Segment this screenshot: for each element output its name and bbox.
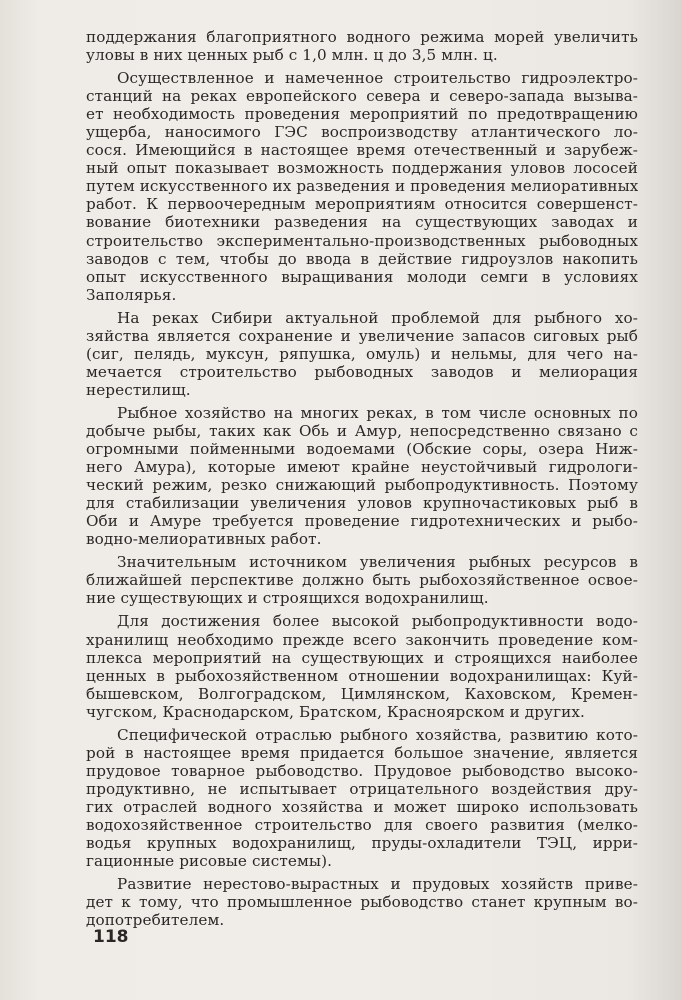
- text-line: Для достижения более высокой рыбопродуктивности водо-: [117, 612, 638, 631]
- text-line: Заполярья.: [86, 285, 177, 304]
- body-text: [86, 28, 638, 929]
- text-line: ный опыт показывает возможность поддержания уловов лососей: [86, 159, 638, 178]
- text-line: нерестилищ.: [86, 380, 191, 399]
- text-line: огромными пойменными водоемами (Обские соры, озера Ниж-: [86, 440, 638, 459]
- text-line: дет к тому, что промышленное рыбоводство станет крупным во-: [86, 893, 638, 912]
- text-line: (сиг, пелядь, муксун, ряпушка, омуль) и нельмы, для чего на-: [86, 344, 638, 363]
- text-line: допотребителем.: [86, 911, 225, 930]
- text-line: плекса мероприятий на существующих и строящихся наиболее: [86, 648, 638, 667]
- text-line: На реках Сибири актуальной проблемой для рыбного хо-: [117, 308, 638, 327]
- text-line: гих отраслей водного хозяйства и может широко использовать: [86, 797, 638, 816]
- text-line: водья крупных водохранилищ, пруды-охладители ТЭЦ, ирри-: [86, 834, 638, 853]
- text-line: ческий режим, резко снижающий рыбопродуктивность. Поэтому: [86, 476, 638, 495]
- text-line: вование биотехники разведения на существующих заводах и: [86, 213, 638, 232]
- text-line: чугском, Краснодарском, Братском, Красноярском и других.: [86, 702, 585, 721]
- paragraph: [86, 553, 638, 607]
- text-line: продуктивно, не испытывает отрицательного воздействия дру-: [86, 779, 638, 798]
- text-line: ближайшей перспективе должно быть рыбохозяйственное освое-: [86, 571, 638, 590]
- text-line: него Амура), которые имеют крайне неустойчивый гидрологи-: [86, 458, 638, 477]
- text-line: Рыбное хозяйство на многих реках, в том числе основных по: [117, 403, 638, 422]
- text-line: водохозяйственное строительство для своего развития (мелко-: [86, 815, 638, 834]
- text-line: хранилищ необходимо прежде всего закончить проведение ком-: [86, 630, 638, 649]
- paragraph: [86, 404, 638, 548]
- text-line: работ. К первоочередным мероприятиям относится совершенст-: [86, 195, 638, 214]
- text-line: мечается строительство рыбоводных заводов и мелиорация: [86, 362, 638, 381]
- page-number: 118: [93, 927, 129, 947]
- text-line: ущерба, наносимого ГЭС воспроизводству атлантического ло-: [86, 123, 638, 142]
- text-line: заводов с тем, чтобы до ввода в действие гидроузлов накопить: [86, 249, 638, 268]
- text-line: добыче рыбы, таких как Обь и Амур, непосредственно связано с: [86, 421, 638, 440]
- text-line: станций на реках европейского севера и северо-запада вызыва-: [86, 87, 638, 106]
- text-line: прудовое товарное рыбоводство. Прудовое рыбоводство высоко-: [86, 761, 638, 780]
- text-line: Осуществленное и намеченное строительство гидроэлектро-: [117, 69, 638, 88]
- text-line: ние существующих и строящихся водохранилищ.: [86, 589, 489, 608]
- text-line: водно-мелиоративных работ.: [86, 530, 322, 549]
- text-line: для стабилизации увеличения уловов крупночастиковых рыб в: [86, 494, 638, 513]
- text-line: ценных в рыбохозяйственном отношении водохранилищах: Куй-: [86, 666, 638, 685]
- text-line: уловы в них ценных рыб с 1,0 млн. ц до 3,5 млн. ц.: [86, 46, 498, 65]
- text-line: гационные рисовые системы).: [86, 852, 333, 871]
- text-line: Значительным источником увеличения рыбных ресурсов в: [117, 553, 638, 572]
- text-line: Развитие нерестово-вырастных и прудовых хозяйств приве-: [117, 875, 638, 894]
- text-line: поддержания благоприятного водного режима морей увеличить: [86, 28, 638, 46]
- paragraph: [86, 309, 638, 399]
- text-line: Специфической отраслью рыбного хозяйства, развитию кото-: [117, 725, 638, 744]
- text-line: рой в настоящее время придается большое значение, является: [86, 743, 638, 762]
- paragraph: [86, 69, 638, 304]
- text-line: зяйства является сохранение и увеличение запасов сиговых рыб: [86, 326, 638, 345]
- text-line: строительство экспериментально-производственных рыбоводных: [86, 231, 638, 250]
- text-line: путем искусственного их разведения и проведения мелиоративных: [86, 177, 638, 196]
- text-line: Оби и Амуре требуется проведение гидротехнических и рыбо-: [86, 512, 638, 531]
- paragraph: [86, 726, 638, 870]
- paragraph: [86, 612, 638, 720]
- paragraph: [86, 875, 638, 929]
- text-line: сося. Имеющийся в настоящее время отечественный и зарубеж-: [86, 141, 638, 160]
- text-line: ет необходимость проведения мероприятий по предотвращению: [86, 105, 638, 124]
- text-line: опыт искусственного выращивания молоди семги в условиях: [86, 267, 638, 286]
- text-line: бышевском, Волгоградском, Цимлянском, Каховском, Кремен-: [86, 684, 638, 703]
- paragraph: [86, 28, 638, 64]
